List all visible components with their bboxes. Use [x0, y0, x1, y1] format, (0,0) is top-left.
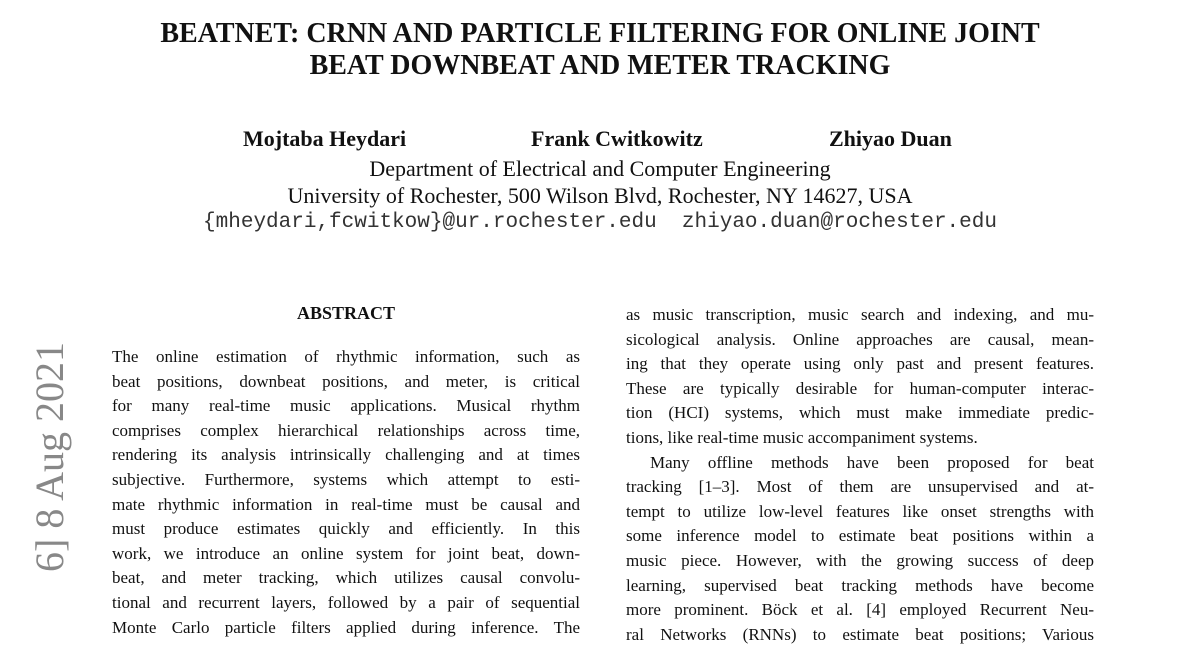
title-line: BEATNET: CRNN AND PARTICLE FILTERING FOR ONLINE JOINT [160, 18, 1040, 49]
author-name: Mojtaba Heydari [243, 126, 407, 151]
affiliation-department: Department of Electrical and Computer Engineering [369, 156, 831, 181]
text-line: more prominent. Böck et al. [4] employed Recurrent Neu- [626, 600, 1094, 620]
abstract-heading: ABSTRACT [296, 303, 396, 323]
text-line: beat positions, downbeat positions, and meter, is critical [112, 371, 580, 391]
right-column-body [626, 303, 1094, 647]
title-line: BEAT DOWNBEAT AND METER TRACKING [309, 50, 891, 81]
text-line: tional and recurrent layers, followed by a pair of sequential [112, 592, 580, 612]
text-line: rendering its analysis intrinsically challenging and at times [112, 445, 580, 465]
text-line: some inference model to estimate beat positions within a [626, 526, 1094, 546]
text-line: Monte Carlo particle filters applied during inference. The [112, 617, 580, 637]
text-line: work, we introduce an online system for joint beat, down- [112, 543, 580, 563]
text-line: ral Networks (RNNs) to estimate beat positions; Various [626, 624, 1094, 644]
text-line: tions, like real-time music accompaniment systems. [626, 427, 978, 447]
text-line: The online estimation of rhythmic information, such as [112, 347, 580, 366]
text-line: tempt to utilize low-level features like onset strengths with [626, 501, 1094, 521]
text-line: learning, supervised beat tracking methods have become [626, 575, 1094, 595]
text-line: as music transcription, music search and indexing, and mu- [626, 305, 1094, 324]
text-line: ing that they operate using only past and present features. [626, 354, 1094, 374]
author-list [0, 126, 1200, 154]
text-line: sicological analysis. Online approaches are causal, mean- [626, 329, 1094, 349]
author-name: Zhiyao Duan [829, 126, 952, 151]
text-line: music piece. However, with the growing success of deep [626, 550, 1094, 570]
text-line: must produce estimates quickly and efficiently. In this [112, 519, 580, 539]
text-line: subjective. Furthermore, systems which attempt to esti- [112, 469, 580, 489]
arxiv-side-stamp: 6] 8 Aug 2021 [27, 342, 72, 572]
text-line: mate rhythmic information in real-time must be causal and [112, 494, 580, 514]
author-emails: {mheydari,fcwitkow}@ur.rochester.edu zhiyao.duan@rochester.edu [203, 211, 997, 234]
text-line: tion (HCI) systems, which must make immediate predic- [626, 403, 1094, 423]
affiliation-address: University of Rochester, 500 Wilson Blvd, Rochester, NY 14627, USA [287, 183, 913, 208]
text-line: for many real-time music applications. Musical rhythm [112, 396, 580, 416]
author-name: Frank Cwitkowitz [531, 126, 703, 151]
abstract-body [112, 345, 580, 640]
text-line: comprises complex hierarchical relationships across time, [112, 420, 580, 440]
text-line: Many offline methods have been proposed for beat [650, 452, 1094, 472]
text-line: These are typically desirable for human-computer interac- [626, 378, 1094, 398]
paper-title [0, 18, 1200, 82]
text-line: tracking [1–3]. Most of them are unsupervised and at- [626, 477, 1094, 497]
text-line: beat, and meter tracking, which utilizes causal convolu- [112, 568, 580, 588]
